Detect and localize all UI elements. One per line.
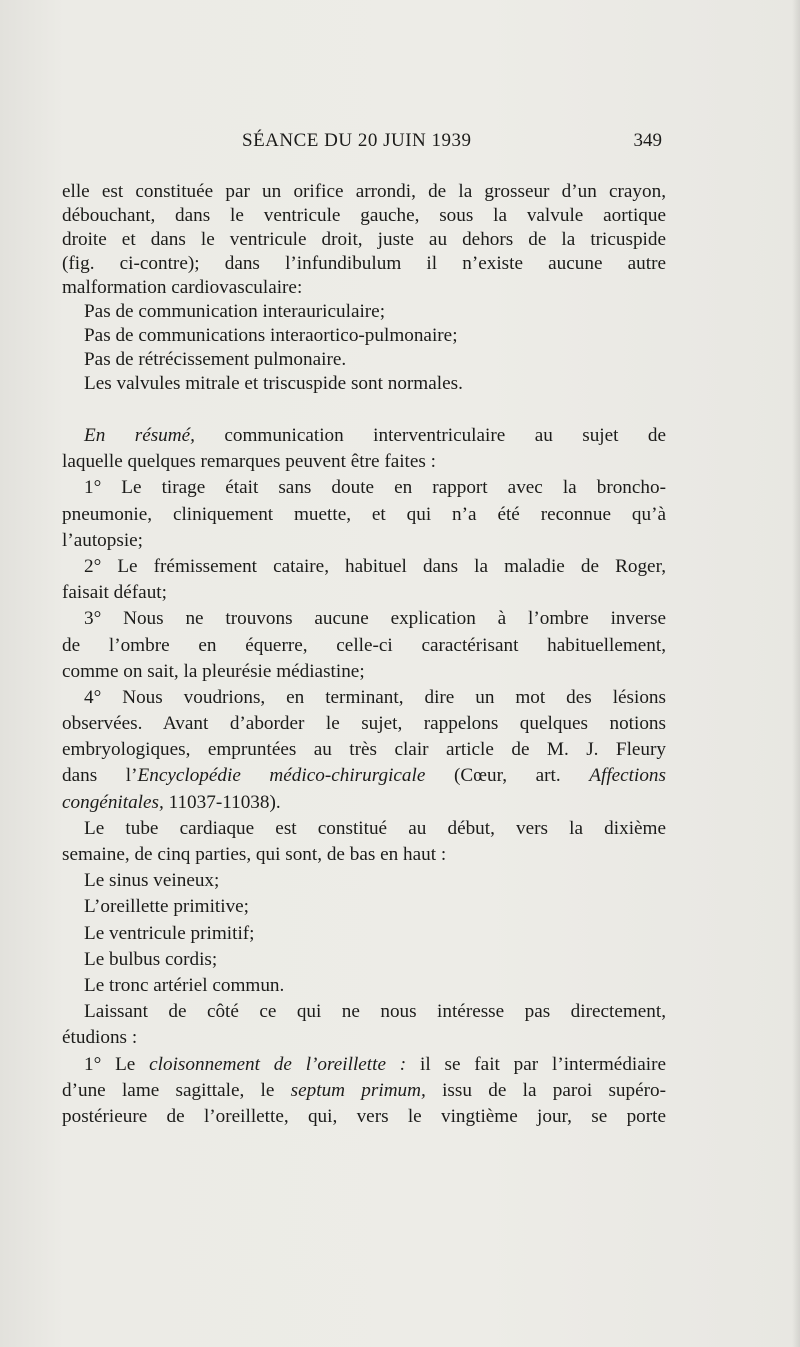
text-span: d’une lame sagittale, le [62, 1079, 291, 1101]
text-span: pneumonie, cliniquement muette, et qui n’a été reconnue qu’à [62, 503, 666, 525]
text-line [62, 921, 666, 947]
text-line [62, 947, 666, 973]
text-span: (Cœur, art. [425, 765, 590, 787]
text-span: dans l’ [62, 765, 138, 787]
text-line [62, 528, 666, 554]
text-line [62, 348, 666, 372]
text-span: débouchant, dans le ventricule gauche, sous la valvule aortique [62, 205, 666, 226]
text-line [62, 763, 666, 789]
running-title: SÉANCE DU 20 JUIN 1939 [242, 130, 472, 151]
text-span: étudions : [62, 1027, 138, 1049]
text-span: L’oreillette primitive; [84, 896, 250, 918]
text-line [62, 276, 666, 300]
text-line [62, 372, 666, 396]
text-line [62, 1078, 666, 1104]
text-line [62, 1104, 666, 1130]
italic-span: Affections [589, 765, 666, 787]
text-span: faisait défaut; [62, 582, 167, 604]
text-line [62, 816, 666, 842]
text-block-summary [62, 423, 666, 1130]
text-span: 2° Le frémissement cataire, habituel dans la maladie de Roger, [84, 555, 666, 577]
italic-span: cloisonnement de l’oreillette : [149, 1053, 407, 1075]
text-line [62, 502, 666, 528]
text-line [62, 228, 666, 252]
text-line [62, 300, 666, 324]
text-span: Pas de communications interaortico-pulmonaire; [84, 325, 458, 346]
text-line [62, 894, 666, 920]
text-line [62, 1052, 666, 1078]
text-span: Pas de communication interauriculaire; [84, 301, 386, 322]
text-span: communication interventriculaire au sujet de [194, 425, 666, 446]
text-span: 1° Le [84, 1053, 150, 1075]
text-span: 11037-11038). [163, 791, 281, 813]
text-span: observées. Avant d’aborder le sujet, rappelons quelques notions [62, 713, 666, 735]
text-line [62, 449, 666, 475]
text-span: embryologiques, empruntées au très clair article de M. J. Fleury [62, 739, 666, 761]
text-span: Le sinus veineux; [84, 870, 220, 892]
text-span: elle est constituée par un orifice arrondi, de la grosseur d’un crayon, [62, 181, 666, 202]
italic-span: Encyclopédie médico-chirurgicale [137, 765, 426, 787]
text-line [62, 554, 666, 580]
running-header [62, 130, 662, 158]
text-span: Le ventricule primitif; [84, 922, 255, 944]
text-span: Laissant de côté ce qui ne nous intéresse pas directement, [84, 1001, 666, 1023]
text-line [62, 633, 666, 659]
text-span: 4° Nous voudrions, en terminant, dire un mot des lésions [84, 686, 666, 708]
text-line [62, 324, 666, 348]
text-line [62, 204, 666, 228]
text-span: Les valvules mitrale et triscuspide sont normales. [84, 373, 463, 394]
text-line [62, 711, 666, 737]
text-line [62, 180, 666, 204]
text-line [62, 252, 666, 276]
text-span: l’autopsie; [62, 529, 143, 551]
text-span: droite et dans le ventricule droit, juste au dehors de la tricuspide [62, 229, 666, 250]
text-line [62, 685, 666, 711]
italic-span: En résumé, [84, 425, 195, 446]
text-span: Pas de rétrécissement pulmonaire. [84, 349, 347, 370]
text-span: 1° Le tirage était sans doute en rapport avec la broncho- [84, 477, 666, 499]
page-edge-shadow [792, 0, 800, 1347]
text-line [62, 973, 666, 999]
text-span: Le bulbus cordis; [84, 948, 218, 970]
text-line [62, 423, 666, 449]
text-span: postérieure de l’oreillette, qui, vers le vingtième jour, se porte [62, 1105, 666, 1127]
text-span: de l’ombre en équerre, celle-ci caractérisant habituellement, [62, 634, 666, 656]
text-line [62, 580, 666, 606]
text-span: Le tronc artériel commun. [84, 974, 285, 996]
page-number: 349 [633, 130, 662, 151]
text-span: laquelle quelques remarques peuvent être faites : [62, 451, 436, 473]
text-span: semaine, de cinq parties, qui sont, de bas en haut : [62, 844, 447, 865]
italic-span: congénitales, [62, 791, 164, 813]
text-span: 3° Nous ne trouvons aucune explication à l’ombre inverse [84, 608, 666, 630]
text-line [62, 1025, 666, 1051]
text-span: Le tube cardiaque est constitué au début, vers la dixième [84, 817, 666, 839]
text-line [62, 868, 666, 894]
text-span: (fig. ci-contre); dans l’infundibulum il n’existe aucune autre [62, 253, 666, 274]
text-line [62, 999, 666, 1025]
text-span: issu de la paroi supéro- [425, 1079, 666, 1101]
text-line [62, 475, 666, 501]
italic-span: septum primum, [290, 1079, 426, 1101]
text-line [62, 790, 666, 816]
text-line [62, 606, 666, 632]
text-block-malformation [62, 180, 666, 396]
text-line [62, 659, 666, 685]
text-span: malformation cardiovasculaire: [62, 277, 303, 298]
text-span: il se fait par l’intermédiaire [406, 1053, 666, 1075]
text-line [62, 737, 666, 763]
text-span: comme on sait, la pleurésie médiastine; [62, 660, 365, 682]
text-line [62, 842, 666, 868]
